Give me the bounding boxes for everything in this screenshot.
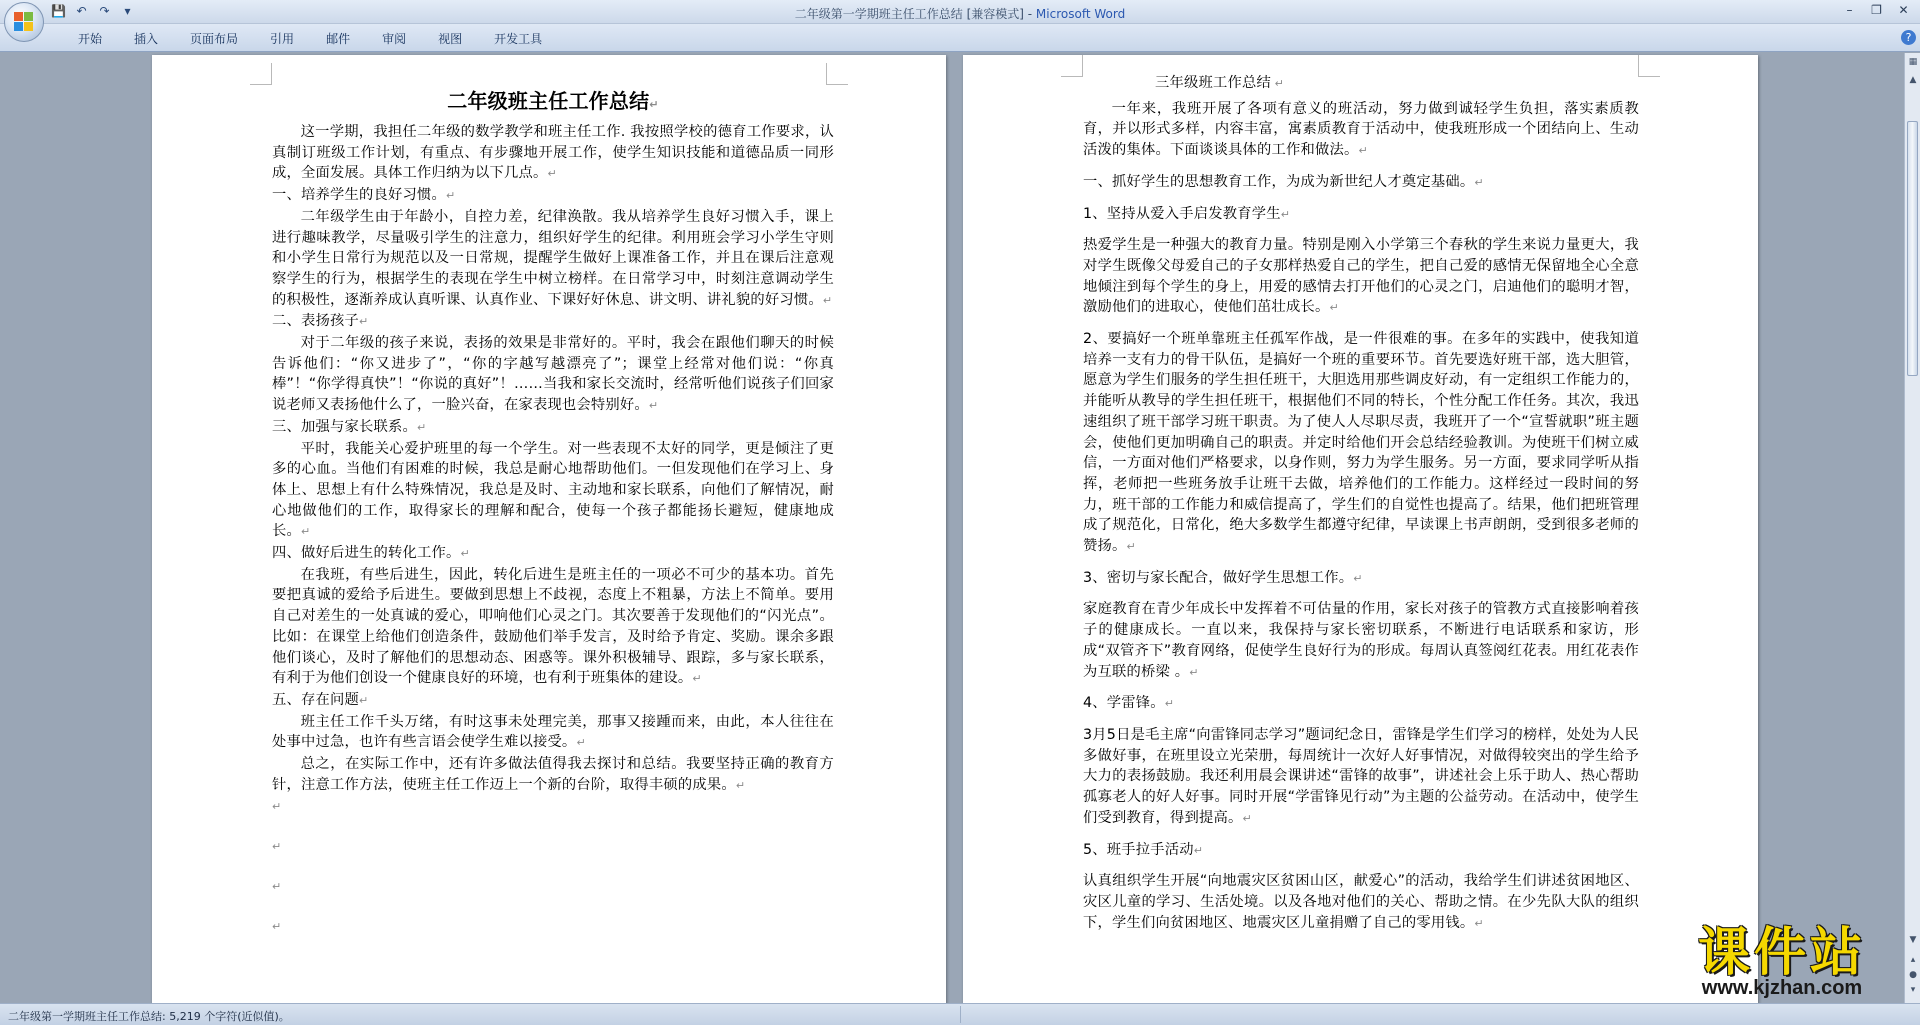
tab-insert[interactable]: 插入 [134,32,159,46]
customize-icon[interactable]: ▾ [124,4,131,18]
paragraph: 班主任工作千头万绪，有时这事未处理完美，那事又接踵而来，由此，本人往往在处事中过急，也许有些言语会使学生难以接受。↵ [272,713,834,751]
save-icon[interactable]: 💾 [51,4,66,18]
margin-corner-top-right [1638,55,1660,77]
document-workspace [0,53,1904,1003]
window-title [0,5,1920,22]
document-heading: 三年级班工作总结 ↵ [1155,75,1285,91]
tab-page-layout[interactable]: 页面布局 [190,32,239,46]
scrollbar-thumb[interactable] [1907,121,1918,376]
paragraph: 平时，我能关心爱护班里的每一个学生。对一些表现不太好的同学，更是倾注了更多的心血。当他们有困难的时候，我总是耐心地帮助他们。一但发现他们在学习上、身体上、思想上有什么特殊情况，我总是及时、主动地和家长联系，向他们了解情况，耐心地做他们的工作，取得家长的理解和配合，使每一个孩子都能扬长避短，健康地成长。↵ [272,440,834,540]
section-heading: 四、做好后进生的转化工作。↵ [272,545,470,562]
browse-object-icon[interactable]: ● [1909,970,1917,980]
paragraph: 对于二年级的孩子来说，表扬的效果是非常好的。平时，我会在跟他们聊天的时候告诉他们：“你又进步了”，“你的字越写越漂亮了”；课堂上经常对他们说：“你真棒”！“你学得真快”！“你说的真好”！……当我和家长交流时，经常听他们说孩子们回家说老师又表扬他什么了，一脸兴奋，在家表现也会特别好。↵ [272,335,834,414]
document-body-left[interactable] [272,86,834,957]
next-page-icon[interactable]: ▾ [1910,985,1916,995]
window-controls [1837,1,1916,19]
paragraph: 总之，在实际工作中，还有许多做法值得我去探讨和总结。我要坚持正确的教育方针，注意工作方法，使班主任工作迈上一个新的台阶，取得丰硕的成果。↵ [272,756,834,793]
tab-view[interactable]: 视图 [438,32,463,46]
paragraph: 一年来，我班开展了各项有意义的班活动，努力做到诚轻学生负担，落实素质教育，并以形式多样，内容丰富，寓素质教育于活动中，使我班形成一个团结向上、生动活泼的集体。下面谈谈具体的工作和做法。↵ [1083,100,1639,159]
page-right[interactable] [963,55,1758,1003]
watermark-title: 课件站 [1697,923,1866,983]
margin-corner-top-right [826,63,848,85]
empty-paragraph: ↵ [272,839,282,853]
office-button[interactable] [4,2,44,42]
tab-review[interactable]: 审阅 [382,32,407,46]
empty-paragraph: ↵ [272,879,282,893]
ribbon [0,24,1920,52]
margin-corner-top-left [1061,55,1083,77]
watermark [1662,925,1902,1000]
watermark-url: www.kjzhan.com [1701,977,1863,999]
status-bar [0,1003,1920,1025]
section-heading: 二、表扬孩子↵ [272,313,369,330]
section-heading: 4、学雷锋。↵ [1083,695,1175,712]
paragraph: 3月5日是毛主席“向雷锋同志学习”题词纪念日，雷锋是学生们学习的榜样，处处为人民多做好事，在班里设立光荣册，每周统计一次好人好事情况，对做得较突出的学生给予大力的表扬鼓励。我还利用晨会课讲述“雷锋的故事”，讲述社会上乐于助人、热心帮助孤寡老人的好人好事。同时开展“学雷锋见行动”为主题的公益劳动。在活动中，使学生们受到教育，得到提高。↵ [1083,726,1639,826]
help-icon[interactable]: ? [1901,30,1916,45]
scroll-up-icon[interactable]: ▲ [1909,75,1917,85]
close-icon[interactable]: ✕ [1898,3,1909,17]
app-name: Microsoft Word [1035,7,1126,21]
paragraph: 这一学期，我担任二年级的数学教学和班主任工作. 我按照学校的德育工作要求，认真制订班级工作计划，有重点、有步骤地开展工作，使学生知识技能和道德品质一同形成，全面发展。具体工作归纳为以下几点。↵ [272,124,834,182]
section-heading: 1、坚持从爱入手启发教育学生↵ [1083,205,1291,222]
document-heading: 二年级班主任工作总结↵ [447,89,659,113]
section-heading: 3、密切与家长配合，做好学生思想工作。↵ [1083,569,1363,586]
undo-icon[interactable]: ↶ [76,4,87,18]
paragraph: 在我班，有些后进生，因此，转化后进生是班主任的一项必不可少的基本功。首先要把真诚的爱给予后进生。要做到思想上不歧视，态度上不粗暴，方法上不简单。要用自己对差生的一处真诚的爱心，叩响他们心灵之门。其次要善于发现他们的“闪光点”。比如：在课堂上给他们创造条件，鼓励他们举手发言，及时给予肯定、奖励。课余多跟他们谈心，及时了解他们的思想动态、困惑等。课外积极辅导、跟踪，多与家长联系，有利于为他们创设一个健康良好的环境，也有利于班集体的建设。↵ [272,566,834,687]
status-divider [960,1006,961,1023]
document-title: 二年级第一学期班主任工作总结 [兼容模式] - [794,7,1036,21]
section-heading: 5、班手拉手活动↵ [1083,841,1204,858]
title-bar [0,0,1920,24]
empty-paragraph: ↵ [272,919,282,933]
empty-paragraph: ↵ [272,799,282,813]
paragraph: 认真组织学生开展“向地震灾区贫困山区，献爱心”的活动，我给学生们讲述贫困地区、灾区儿童的学习、生活处境。以及各地对他们的关心、帮助之情。在少先队大队的组织下，学生们向贫困地区、地震灾区儿童捐赠了自己的零用钱。↵ [1083,873,1639,931]
redo-icon[interactable]: ↷ [99,4,110,18]
minimize-icon[interactable]: – [1846,3,1853,17]
scroll-down-icon[interactable]: ▼ [1909,935,1917,945]
restore-icon[interactable]: ❐ [1871,3,1882,17]
tab-mailings[interactable]: 邮件 [326,32,351,46]
previous-page-icon[interactable]: ▴ [1910,955,1916,965]
margin-corner-top-left [250,63,272,85]
paragraph: 二年级学生由于年龄小，自控力差，纪律涣散。我从培养学生良好习惯入手，课上进行趣味教学，尽量吸引学生的注意力，组织好学生的纪律。利用班会学习小学生守则和小学生日常行为规范以及一日常规，提醒学生做好上课准备工作，并且在课后注意观察学生的行为，根据学生的表现在学生中树立榜样。在日常学习中，时刻注意调动学生的积极性，逐渐养成认真听课、认真作业、下课好好休息、讲文明、讲礼貌的好习惯。↵ [272,208,834,308]
status-text: 二年级第一学期班主任工作总结: 5,219 个字符(近似值)。 [8,1010,290,1023]
section-heading: 五、存在问题↵ [272,691,369,708]
tab-references[interactable]: 引用 [270,32,295,46]
tab-home[interactable]: 开始 [78,32,103,46]
tab-developer[interactable]: 开发工具 [494,32,543,46]
section-heading: 一、抓好学生的思想教育工作，为成为新世纪人才奠定基础。↵ [1083,173,1484,190]
paragraph: 热爱学生是一种强大的教育力量。特别是刚入小学第三个春秋的学生来说力量更大，我对学生既像父母爱自己的子女那样热爱自己的学生，把自己爱的感情无保留地全心全意地倾注到每个学生的身上，用爱的感情去打开他们的心灵之门，启迪他们的聪明才智，激励他们的进取心，使他们茁壮成长。↵ [1083,237,1639,316]
vertical-scrollbar[interactable] [1904,53,1920,1003]
office-logo-icon [14,12,34,32]
paragraph: 2、要搞好一个班单靠班主任孤军作战，是一件很难的事。在多年的实践中，使我知道培养一支有力的骨干队伍，是搞好一个班的重要环节。首先要选好班干部，选大胆管，愿意为学生们服务的学生担任班干，大胆选用那些调皮好动，有一定组织工作能力的，并能听从教导的学生担任班干，根据他们不同的特长，个性分配工作任务。其次，我迅速组织了班干部学习班干职责。为了使人人尽职尽责，我班开了一个“宣誓就职”班主题会，使他们更加明确自己的职责。并定时给他们开会总结经验教训。为使班干们树立威信，一方面对他们严格要求，以身作则，努力为学生服务。另一方面，要求同学听从指挥，老师把一些班务放手让班干去做，培养他们的工作能力。这样经过一段时间的努力，班干部的工作能力和威信提高了，学生们的自觉性也提高了。结果，他们把班管理成了规范化，日常化，绝大多数学生都遵守纪律，早读课上书声朗朗，受到很多老师的赞扬。↵ [1083,331,1639,555]
ruler-toggle-icon[interactable]: ▦ [1908,57,1918,67]
page-left[interactable] [152,55,946,1003]
section-heading: 三、加强与家长联系。↵ [272,418,427,435]
section-heading: 一、培养学生的良好习惯。↵ [272,187,456,204]
document-body-right[interactable] [1083,73,1639,934]
paragraph: 家庭教育在青少年成长中发挥着不可估量的作用，家长对孩子的管教方式直接影响着孩子的健康成长。一直以来，我保持与家长密切联系，不断进行电话联系和家访，形成“双管齐下”教育网络，促使学生良好行为的形成。每周认真签阅红花表。用红花表作为互联的桥梁 。↵ [1083,601,1639,680]
ribbon-tabs [62,30,558,48]
